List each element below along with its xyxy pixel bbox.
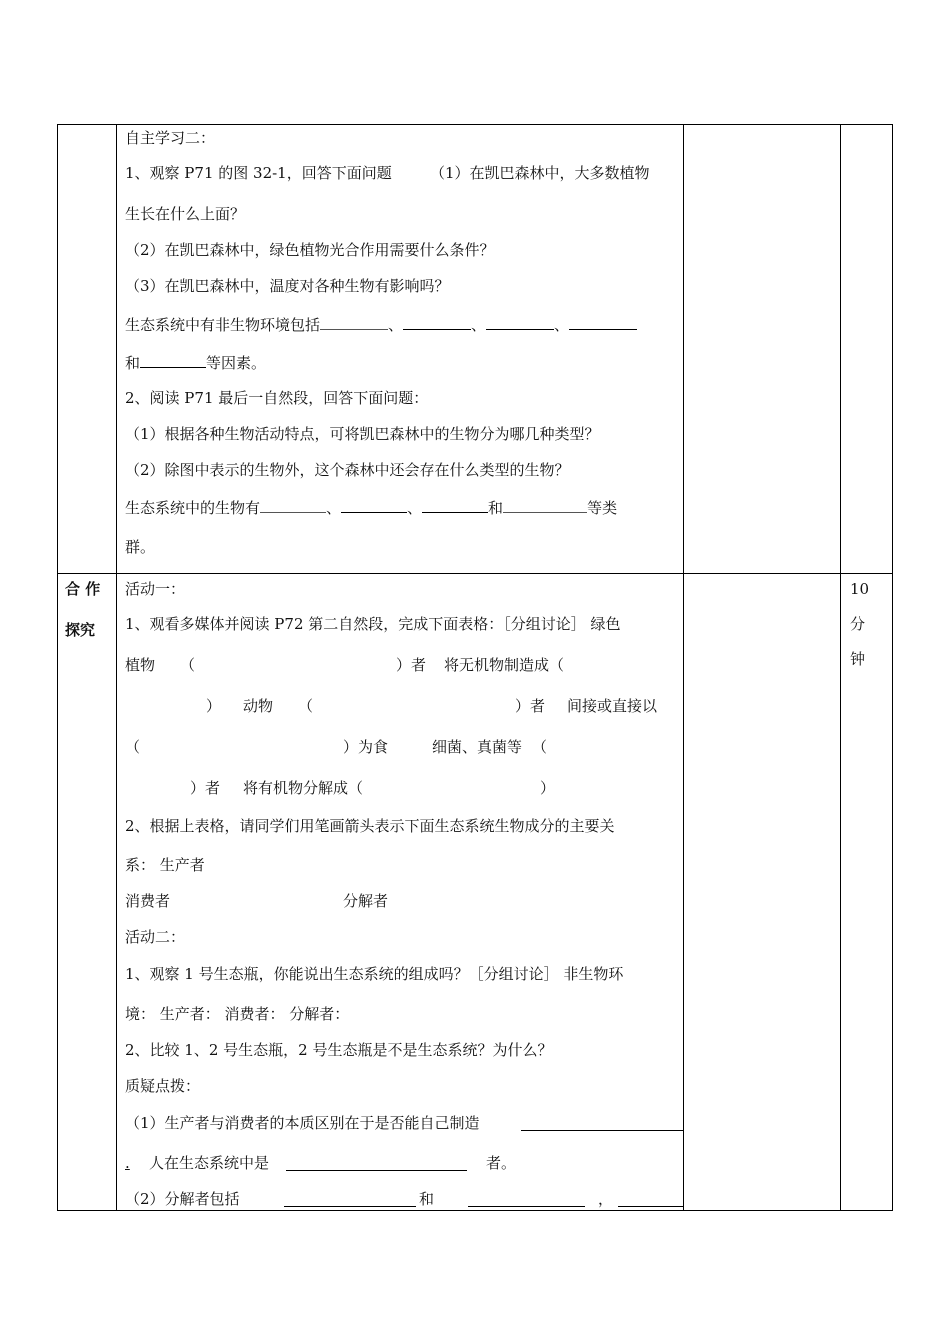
separator: 、 — [554, 316, 570, 334]
close-paren: ） — [540, 779, 556, 797]
label-column-divider — [116, 124, 117, 1211]
doubt-and: 和 — [419, 1190, 435, 1208]
abiotic-suffix: 等因素。 — [206, 354, 267, 372]
activity-1-heading: 活动一： — [125, 580, 186, 598]
doubt-blank-4[interactable] — [468, 1206, 585, 1207]
time-unit-2: 钟 — [850, 650, 866, 668]
consumer-label: 消费者 — [125, 892, 171, 910]
biotic-blank-2[interactable] — [341, 497, 407, 513]
doubt-question-1b: 人在生态系统中是 — [149, 1154, 270, 1172]
table-right-border — [892, 124, 893, 1211]
question-1-intro: 1、观察 P71 的图 32-1，回答下面问题 — [125, 164, 392, 182]
role-suffix: ）者 — [190, 779, 221, 797]
biotic-blank-4[interactable] — [503, 497, 587, 513]
question-1-part-3: （3）在凯巴森林中，温度对各种生物有影响吗？ — [125, 277, 450, 295]
animal-label: 动物 — [243, 697, 274, 715]
doubt-comma: ， — [598, 1190, 614, 1208]
question-2-intro: 2、阅读 P71 最后一自然段，回答下面问题： — [125, 389, 429, 407]
activity-2-heading: 活动二： — [125, 928, 186, 946]
question-2-part-2: （2）除图中表示的生物外，这个森林中还会存在什么类型的生物？ — [125, 461, 570, 479]
section-heading: 自主学习二： — [125, 129, 216, 147]
question-1-part-1b: 生长在什么上面？ — [125, 205, 246, 223]
abiotic-blank-1[interactable] — [320, 314, 388, 330]
biotic-prefix: 生态系统中的生物有 — [125, 499, 261, 517]
content-column-divider — [683, 124, 684, 1211]
doubt-blank-2[interactable] — [286, 1170, 467, 1171]
separator: 、 — [407, 499, 423, 517]
activity-2-question-1b: 境： 生产者： 消费者： 分解者： — [125, 1005, 350, 1023]
doubt-question-2a: （2）分解者包括 — [125, 1190, 240, 1208]
abiotic-prefix: 生态系统中有非生物环境包括 — [125, 316, 321, 334]
activity-2-question-1a: 1、观察 1 号生态瓶，你能说出生态系统的组成吗？［分组讨论］ 非生物环 — [125, 965, 624, 983]
open-paren: （ — [298, 697, 314, 715]
section-label-line-2: 探究 — [65, 621, 96, 639]
biotic-fill-tail: 群。 — [125, 538, 156, 556]
abiotic-blank-2[interactable] — [403, 314, 471, 330]
doubt-dot: . — [125, 1154, 130, 1172]
separator: 、 — [388, 316, 404, 334]
activity-1-question-1: 1、观看多媒体并阅读 P72 第二自然段，完成下面表格：［分组讨论］ 绿色 — [125, 615, 621, 633]
abiotic-and: 和 — [125, 354, 141, 372]
abiotic-fill-line-2 — [125, 352, 266, 373]
separator: 、 — [326, 499, 342, 517]
animal-function: 间接或直接以 — [567, 697, 658, 715]
doubt-blank-3[interactable] — [284, 1206, 416, 1207]
activity-1-question-2a: 2、根据上表格，请同学们用笔画箭头表示下面生态系统生物成分的主要关 — [125, 817, 615, 835]
notes-column-divider — [840, 124, 841, 1211]
role-suffix: ）者 — [396, 656, 427, 674]
table-bottom-border — [57, 1210, 893, 1211]
open-paren: （ — [532, 738, 548, 756]
biotic-suffix: 等类 — [587, 499, 618, 517]
plant-function: 将无机物制造成（ — [444, 656, 565, 674]
doubt-blank-5[interactable] — [618, 1206, 684, 1207]
abiotic-blank-5[interactable] — [140, 352, 206, 368]
question-1-part-2: （2）在凯巴森林中，绿色植物光合作用需要什么条件？ — [125, 241, 495, 259]
open-paren: （ — [125, 738, 141, 756]
question-2-part-1: （1）根据各种生物活动特点，可将凯巴森林中的生物分为哪几种类型？ — [125, 425, 600, 443]
section-label-line-1: 合 作 — [65, 580, 101, 598]
activity-1-question-2b: 系： 生产者 — [125, 856, 205, 874]
separator: 、 — [471, 316, 487, 334]
food-suffix: ）为食 — [343, 738, 389, 756]
table-left-border — [57, 124, 58, 1211]
close-paren: ） — [206, 697, 222, 715]
plant-label: 植物 — [125, 656, 156, 674]
biotic-fill-line — [125, 497, 617, 518]
decomposer-function: 将有机物分解成（ — [243, 779, 364, 797]
row-divider — [57, 573, 893, 574]
abiotic-blank-4[interactable] — [569, 314, 637, 330]
doubt-question-1c: 者。 — [486, 1154, 517, 1172]
question-1-part-1a: （1）在凯巴森林中，大多数植物 — [430, 164, 650, 182]
doubt-blank-1[interactable] — [521, 1130, 684, 1131]
decomposer-label: 分解者 — [343, 892, 389, 910]
biotic-blank-1[interactable] — [260, 497, 326, 513]
table-top-border — [57, 124, 893, 125]
open-paren: （ — [180, 656, 196, 674]
fungi-label: 细菌、真菌等 — [432, 738, 523, 756]
time-unit-1: 分 — [850, 615, 866, 633]
time-value: 10 — [850, 580, 870, 598]
biotic-blank-3[interactable] — [422, 497, 488, 513]
abiotic-fill-line — [125, 314, 637, 335]
doubt-question-1a: （1）生产者与消费者的本质区别在于是否能自己制造 — [125, 1114, 480, 1132]
biotic-and: 和 — [488, 499, 504, 517]
doubt-heading: 质疑点拨： — [125, 1077, 201, 1095]
activity-2-question-2: 2、比较 1、2 号生态瓶，2 号生态瓶是不是生态系统？为什么？ — [125, 1041, 553, 1059]
role-suffix: ）者 — [515, 697, 546, 715]
abiotic-blank-3[interactable] — [486, 314, 554, 330]
